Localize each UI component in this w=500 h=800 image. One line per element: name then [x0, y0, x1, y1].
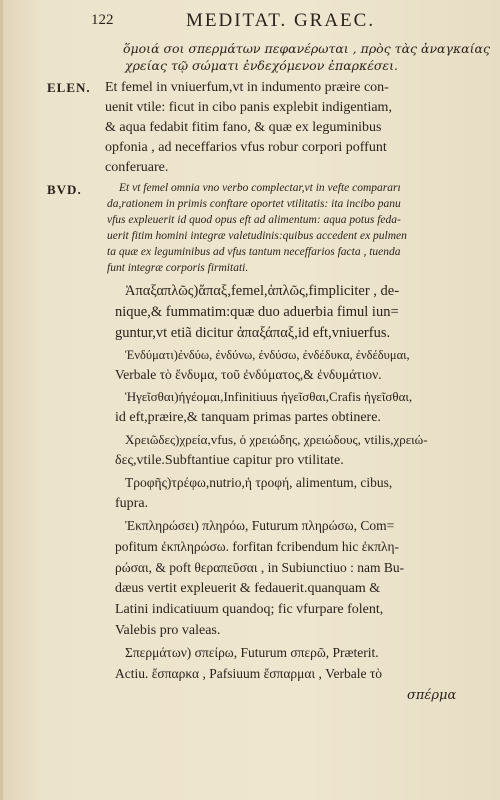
body-text-line: Actiu. ἔσπαρκα , Pafsiuum ἔσπαρμαι , Verbale τὸ: [115, 666, 382, 681]
page-number: 122: [91, 12, 114, 28]
bud-text-line: Et vt femel omnia vno verbo complectar,vt in vefte compararı: [119, 182, 401, 194]
page-header: [91, 12, 460, 34]
elen-text-line: uenit vtile: ficut in cibo panis explebit indigentiam,: [105, 100, 392, 115]
elen-text-line: Et femel in vniuerfum,vt in indumento præire con-: [105, 80, 389, 95]
greek-text-line: ὅμοιά σοι σπερμάτων πεφανέρωται , πρὸς τὰς ἀναγκαίας: [123, 41, 490, 56]
body-text-line: nique,& fummatim:quæ duo aduerbia fimul iun=: [115, 304, 399, 320]
body-text-line: Latini indicatiuum quandoq; fic vfurpare folent,: [115, 602, 384, 617]
elen-text-line: conferuare.: [105, 160, 169, 175]
catchword: σπέρμα: [407, 688, 457, 703]
bud-text-line: uerit fitim homini integræ valetudinis:quibus accedent ex pulmen: [107, 230, 407, 242]
body-text-line: Verbale τὸ ἔνδυμα, τοῦ ἐνδύματος,& ἐνδυμάτιον.: [115, 367, 382, 382]
body-text-line: Ἡγεῖσθαι)ἡγέομαι,Infinitiuus ἡγεῖσθαι,Crafis ἡγεῖσθαι,: [125, 389, 413, 404]
elen-text-line: & aqua fedabit fitim fano, & quæ ex leguminibus: [105, 120, 382, 135]
body-text-line: Ἐνδύματι)ἐνδύω, ἐνδύνω, ἐνδύσω, ἐνδέδυκα, ἐνδέδυμαι,: [125, 348, 410, 362]
elen-label: ELEN.: [47, 80, 91, 95]
elen-text-line: opfonia , ad neceffarios vfus robur corpori poffunt: [105, 140, 387, 155]
body-text-line: Ἁπαξαπλῶς)ἅπαξ,femel,ἁπλῶς,fimpliciter , de-: [125, 283, 400, 299]
bud-text-line: funt integræ corporis firmitati.: [107, 262, 249, 274]
body-text-line: guntur,vt etiã dicitur ἁπαξάπαξ,id eft,vniuerfus.: [115, 325, 391, 341]
body-text-line: Ἐκπληρώσει) πληρόω, Futurum πληρώσω, Com=: [125, 518, 395, 533]
body-text-line: ρώσαι, & poft θεραπεῦσαι , in Subiunctiuo : nam Bu-: [115, 560, 405, 575]
body-text-line: Χρειῶδες)χρεία,vfus, ὁ χρειώδης, χρειώδους, vtilis,χρειώ-: [125, 432, 428, 447]
body-text-line: Valebis pro valeas.: [115, 623, 221, 638]
body-text-line: dæus vertit expleuerit & fedauerit.quanquam &: [115, 581, 381, 596]
body-text-line: pofitum ἐκπληρώσω. forfitan fcribendum hic ἐκπλη-: [115, 539, 400, 554]
greek-text-line: χρείας τῷ σώματι ἐνδεχόμενον ἐπαρκέσει.: [125, 58, 399, 73]
bud-text-line: da,rationem in primis conftare oportet vtilitatis: ita incibo panu: [107, 198, 401, 210]
body-text-line: id eft,præire,& tanquam primas partes obtinere.: [115, 410, 381, 425]
body-text-line: fupra.: [115, 496, 149, 511]
body-text-line: δες,vtile.Subftantiue capitur pro vtilitate.: [115, 453, 344, 468]
body-text-line: Τροφῆς)τρέφω,nutrio,ἡ τροφή, alimentum, cibus,: [125, 475, 393, 490]
bud-label: BVD.: [47, 182, 82, 197]
running-title: MEDITAT. GRAEC.: [186, 10, 376, 31]
bud-text-line: vfus expleuerit id quod opus eft ad alimentum: aqua potus feda-: [107, 214, 401, 226]
body-text-line: Σπερμάτων) σπείρω, Futurum σπερῶ, Præterit.: [125, 645, 379, 660]
bud-text-line: ta quæ ex leguminibus ad vfus tantum neceffarios facta , tuenda: [107, 246, 401, 258]
